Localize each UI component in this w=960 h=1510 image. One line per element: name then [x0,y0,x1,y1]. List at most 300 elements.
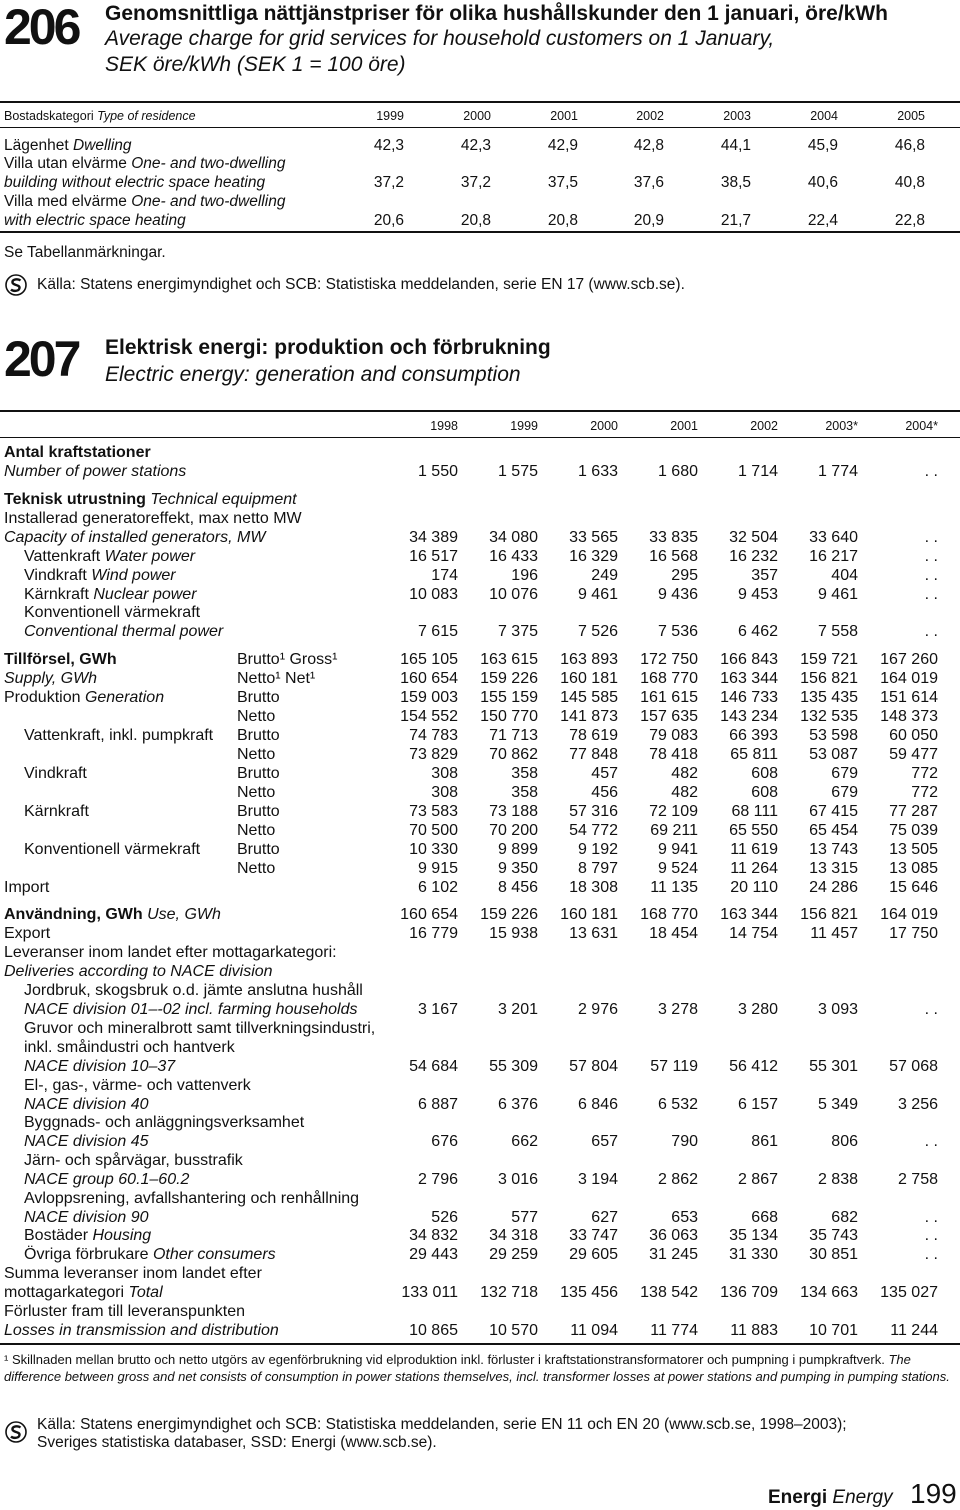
cell-value: 134 663 [800,1284,858,1301]
cell-value: 196 [511,567,538,584]
cell-value: 57 068 [889,1058,938,1075]
label-part: Conventional thermal power [24,623,224,640]
cell-value: 59 477 [889,746,938,763]
gross-net-label: Netto¹ Net¹ [237,670,316,687]
cell-value: 18 454 [649,925,698,942]
label-part: Förluster fram till leveranspunkten [4,1303,245,1320]
cell-value: 166 843 [720,651,778,668]
cell-value: 79 083 [649,727,698,744]
label-part: NACE division 40 [24,1096,149,1113]
gross-net-label: Brutto [237,803,280,820]
cell-value: 31 245 [649,1246,698,1263]
cell-value: 357 [751,567,778,584]
cell-value: 577 [511,1209,538,1226]
cell-value: 22,8 [894,212,925,229]
label-en: Dwelling [72,137,132,154]
source-icon [5,1421,27,1443]
cell-value: 29 259 [489,1246,538,1263]
label-part: Vindkraft [24,765,87,782]
cell-value: 10 076 [489,586,538,603]
cell-value: 456 [591,784,618,801]
year-header: 2004* [905,419,938,433]
cell-value: 16 433 [489,548,538,565]
row-label [4,174,265,192]
cell-value: 57 316 [569,803,618,820]
cell-value: 65 811 [730,746,778,763]
cell-value: 9 350 [497,860,538,877]
row-label [4,906,221,924]
row-label [24,548,195,566]
table-207-source-line-2: Sveriges statistiska databaser, SSD: Energi (www.scb.se). [37,1434,437,1451]
cell-value: 74 783 [409,727,458,744]
cell-value: 73 829 [409,746,458,763]
cell-value: 308 [431,765,458,782]
row-label [4,925,50,943]
label-part: Water power [104,548,196,565]
label-part: Generation [84,689,165,706]
cell-value: 155 159 [480,689,538,706]
cell-value: 772 [911,765,938,782]
table-206-header-rule [0,127,960,128]
cell-value: 3 194 [577,1171,618,1188]
label-en: One- and two-dwelling [131,155,286,172]
cell-value: . . [924,623,938,640]
label-part: Vindkraft [24,567,92,584]
cell-value: 75 039 [889,822,938,839]
row-label [4,651,117,669]
label-part: Användning, GWh [4,906,148,923]
cell-value: 38,5 [720,174,751,191]
table-206-title: Genomsnittliga nättjänstpriser för olika hushållskunder den 1 januari, öre/kWh [105,2,888,25]
cell-value: 1 774 [817,463,858,480]
cell-value: 9 899 [497,841,538,858]
cell-value: 164 019 [880,670,938,687]
year-header: 2005 [897,109,925,123]
cell-value: 148 373 [880,708,938,725]
label-part: Total [128,1284,163,1301]
gross-net-label: Brutto [237,689,280,706]
table-206-header-label: Bostadskategori Type of residence [4,109,196,123]
cell-value: 34 389 [409,529,458,546]
cell-value: . . [924,567,938,584]
label-part: Wind power [91,567,176,584]
row-label [24,1114,304,1132]
source-icon [5,274,27,296]
cell-value: 2 862 [657,1171,698,1188]
cell-value: 772 [911,784,938,801]
cell-value: 42,3 [373,137,404,154]
cell-value: 154 552 [400,708,458,725]
row-label [24,1152,243,1170]
cell-value: 42,9 [547,137,578,154]
cell-value: 135 435 [800,689,858,706]
label-part: Leveranser inom landet efter mottagarkategori: [4,944,337,961]
cell-value: . . [924,1209,938,1226]
year-header: 1999 [376,109,404,123]
cell-value: 70 862 [489,746,538,763]
cell-value: 136 709 [720,1284,778,1301]
cell-value: 135 027 [880,1284,938,1301]
cell-value: 66 393 [729,727,778,744]
cell-value: 157 635 [640,708,698,725]
cell-value: 679 [831,765,858,782]
row-label [4,1303,245,1321]
row-label [4,1322,279,1340]
cell-value: 2 976 [577,1001,618,1018]
label-sv: Villa utan elvärme [4,155,127,172]
label-part: Technical equipment [150,491,297,508]
cell-value: 172 750 [640,651,698,668]
cell-value: 40,6 [807,174,838,191]
cell-value: 653 [671,1209,698,1226]
cell-value: 11 883 [730,1322,778,1339]
label-part: Supply, GWh [4,670,98,687]
row-label [4,944,337,962]
row-label [24,1246,276,1264]
cell-value: 6 532 [657,1096,698,1113]
cell-value: 9 461 [817,586,858,603]
gross-net-label: Netto [237,746,276,763]
row-label [4,1284,163,1302]
cell-value: 30 851 [809,1246,858,1263]
cell-value: 20,6 [373,212,404,229]
cell-value: 9 941 [657,841,698,858]
label-part: inkl. småindustri och hantverk [24,1039,235,1056]
year-header: 2002 [636,109,664,123]
cell-value: 806 [831,1133,858,1150]
row-label [24,1039,235,1057]
row-label [4,963,273,981]
row-label [24,567,176,585]
cell-value: 11 135 [650,879,698,896]
cell-value: 160 654 [400,670,458,687]
cell-value: 295 [671,567,698,584]
label-part: Vattenkraft [24,548,105,565]
year-header: 2001 [670,419,698,433]
label-part: NACE division 90 [24,1209,149,1226]
cell-value: 16 517 [409,548,458,565]
cell-value: 77 848 [569,746,618,763]
row-label [24,1133,149,1151]
cell-value: 68 111 [731,803,778,820]
cell-value: 3 201 [497,1001,538,1018]
cell-value: 17 750 [889,925,938,942]
table-206-subtitle-2: SEK öre/kWh (SEK 1 = 100 öre) [105,53,406,76]
cell-value: 70 200 [489,822,538,839]
table-206-source: Källa: Statens energimyndighet och SCB: Statistiska meddelanden, serie EN 17 (www.scb.se). [37,276,685,293]
cell-value: 37,2 [373,174,404,191]
gross-net-label: Netto [237,708,276,725]
label-part: Housing [92,1227,152,1244]
row-label [4,689,164,707]
row-label [4,491,297,509]
cell-value: . . [924,1001,938,1018]
cell-value: 10 083 [409,586,458,603]
cell-value: 790 [671,1133,698,1150]
cell-value: 168 770 [640,670,698,687]
cell-value: 9 461 [577,586,618,603]
cell-value: 132 535 [800,708,858,725]
cell-value: . . [924,548,938,565]
cell-value: 13 505 [889,841,938,858]
row-label [24,1077,251,1095]
cell-value: 3 093 [817,1001,858,1018]
label-part: Capacity of installed generators, MW [4,529,266,546]
cell-value: 20,8 [460,212,491,229]
year-header: 2002 [750,419,778,433]
cell-value: 33 565 [569,529,618,546]
cell-value: 165 105 [400,651,458,668]
row-label [4,444,151,462]
page-footer-section: Energi Energy [768,1487,893,1508]
cell-value: 682 [831,1209,858,1226]
label-part: Kärnkraft [24,586,94,603]
cell-value: 3 167 [417,1001,458,1018]
cell-value: 16 568 [649,548,698,565]
cell-value: 151 614 [880,689,938,706]
cell-value: 18 308 [569,879,618,896]
row-label [24,604,200,622]
table-206-bottom-rule [0,231,960,233]
row-label [24,1096,149,1114]
cell-value: 6 102 [417,879,458,896]
cell-value: 78 619 [569,727,618,744]
table-207-header-rule [0,437,960,438]
cell-value: 1 633 [577,463,618,480]
cell-value: 5 349 [817,1096,858,1113]
cell-value: 358 [511,784,538,801]
label-part: Konventionell värmekraft [24,604,201,621]
gross-net-label: Brutto¹ Gross¹ [237,651,338,668]
year-header: 1999 [510,419,538,433]
label-part: Number of power stations [4,463,187,480]
cell-value: 3 016 [497,1171,538,1188]
cell-value: 608 [751,784,778,801]
label-part: Export [4,925,51,942]
row-label [24,803,89,821]
label-part: Other consumers [152,1246,276,1263]
cell-value: 133 011 [401,1284,458,1301]
label-part: mottagarkategori [4,1284,129,1301]
cell-value: 482 [671,765,698,782]
cell-value: 78 418 [649,746,698,763]
table-207-top-rule [0,410,960,412]
cell-value: 55 309 [489,1058,538,1075]
label-part: Import [4,879,50,896]
cell-value: 46,8 [894,137,925,154]
gross-net-label: Brutto [237,765,280,782]
row-label [4,879,49,897]
label-part: Järn- och spårvägar, busstrafik [24,1152,243,1169]
cell-value: 627 [591,1209,618,1226]
cell-value: 8 456 [497,879,538,896]
label-part: Produktion [4,689,85,706]
cell-value: 150 770 [480,708,538,725]
label-en: building without electric space heating [4,174,266,191]
cell-value: 404 [831,567,858,584]
cell-value: 45,9 [807,137,838,154]
cell-value: 16 232 [729,548,778,565]
cell-value: 13 085 [889,860,938,877]
cell-value: 44,1 [720,137,751,154]
cell-value: 163 344 [720,670,778,687]
cell-value: 249 [591,567,618,584]
cell-value: 358 [511,765,538,782]
page-number: 199 [910,1478,957,1509]
label-part: Installerad generatoreffekt, max netto MW [4,510,302,527]
cell-value: 35 743 [809,1227,858,1244]
cell-value: 35 134 [729,1227,778,1244]
cell-value: 1 575 [497,463,538,480]
table-206-top-rule [0,101,960,103]
row-label [24,1171,189,1189]
cell-value: 13 315 [809,860,858,877]
cell-value: 657 [591,1133,618,1150]
gross-net-label: Netto [237,860,276,877]
cell-value: 20,9 [633,212,664,229]
label-part: Bostäder [24,1227,93,1244]
cell-value: 6 462 [737,623,778,640]
cell-value: 9 436 [657,586,698,603]
table-207-source-line-1: Källa: Statens energimyndighet och SCB: Statistiska meddelanden, serie EN 11 och EN 20 (www.scb.se, 1998–2003); [37,1416,847,1433]
cell-value: 77 287 [889,803,938,820]
cell-value: 156 821 [800,906,858,923]
cell-value: 65 550 [729,822,778,839]
cell-value: 60 050 [889,727,938,744]
cell-value: 11 774 [650,1322,698,1339]
cell-value: . . [924,1246,938,1263]
gross-net-label: Netto [237,822,276,839]
cell-value: 67 415 [809,803,858,820]
label-part: Konventionell värmekraft [24,841,201,858]
cell-value: 861 [751,1133,778,1150]
cell-value: 6 376 [497,1096,538,1113]
cell-value: 1 550 [417,463,458,480]
row-label [24,1227,151,1245]
cell-value: 33 835 [649,529,698,546]
label-part: Summa leveranser inom landet efter [4,1265,262,1282]
cell-value: 65 454 [809,822,858,839]
cell-value: 160 654 [400,906,458,923]
row-label [4,1265,262,1283]
label-part: Övriga förbrukare [24,1246,153,1263]
cell-value: 6 887 [417,1096,458,1113]
cell-value: 9 524 [657,860,698,877]
label-part: Antal kraftstationer [4,444,151,461]
cell-value: 24 286 [809,879,858,896]
table-207-number: 207 [4,331,79,387]
table-207-bottom-rule [0,1343,960,1345]
row-label [24,586,197,604]
label-part: Byggnads- och anläggningsverksamhet [24,1114,305,1131]
label-part: Vattenkraft, inkl. pumpkraft [24,727,214,744]
row-label [24,1058,175,1076]
cell-value: 174 [431,567,458,584]
label-sv: Villa med elvärme [4,193,127,210]
cell-value: 10 701 [809,1322,858,1339]
row-label [4,193,285,211]
cell-value: 308 [431,784,458,801]
year-header: 2000 [463,109,491,123]
cell-value: 16 779 [409,925,458,942]
cell-value: 9 192 [577,841,618,858]
label-part: El-, gas-, värme- och vattenverk [24,1077,251,1094]
cell-value: 163 893 [560,651,618,668]
cell-value: 70 500 [409,822,458,839]
cell-value: 57 804 [569,1058,618,1075]
row-label [4,529,265,547]
cell-value: 145 585 [560,689,618,706]
cell-value: 29 605 [569,1246,618,1263]
cell-value: 11 244 [890,1322,938,1339]
label-part: Losses in transmission and distribution [4,1322,279,1339]
cell-value: . . [924,529,938,546]
row-label [24,765,87,783]
cell-value: 143 234 [720,708,778,725]
gross-net-label: Brutto [237,727,280,744]
cell-value: 33 747 [569,1227,618,1244]
cell-value: 13 631 [569,925,618,942]
cell-value: 159 721 [800,651,858,668]
gross-net-label: Brutto [237,841,280,858]
label-part: Deliveries according to NACE division [4,963,273,980]
cell-value: . . [924,463,938,480]
cell-value: 34 318 [489,1227,538,1244]
cell-value: 9 915 [417,860,458,877]
row-label [4,510,302,528]
cell-value: 526 [431,1209,458,1226]
cell-value: . . [924,586,938,603]
label-en: One- and two-dwelling [131,193,286,210]
cell-value: 42,3 [460,137,491,154]
row-label [24,1190,359,1208]
cell-value: 2 796 [417,1171,458,1188]
label-part: Teknisk utrustning [4,491,151,508]
row-label [4,670,97,688]
cell-value: 72 109 [649,803,698,820]
row-label [4,212,186,230]
cell-value: 10 865 [409,1322,458,1339]
cell-value: 73 583 [409,803,458,820]
cell-value: 22,4 [807,212,838,229]
table-206-number: 206 [4,0,79,55]
cell-value: 40,8 [894,174,925,191]
cell-value: 164 019 [880,906,938,923]
cell-value: 7 375 [497,623,538,640]
label-part: Nuclear power [93,586,197,603]
cell-value: . . [924,1133,938,1150]
cell-value: 11 457 [810,925,858,942]
cell-value: 14 754 [729,925,778,942]
cell-value: 163 344 [720,906,778,923]
cell-value: 33 640 [809,529,858,546]
cell-value: 34 832 [409,1227,458,1244]
cell-value: 13 743 [809,841,858,858]
cell-value: 9 453 [737,586,778,603]
cell-value: 662 [511,1133,538,1150]
row-label [24,1209,149,1227]
row-label [4,137,132,155]
cell-value: 10 570 [489,1322,538,1339]
cell-value: 6 157 [737,1096,778,1113]
cell-value: 20,8 [547,212,578,229]
cell-value: 156 821 [800,670,858,687]
cell-value: 163 615 [480,651,538,668]
cell-value: 54 684 [409,1058,458,1075]
cell-value: 608 [751,765,778,782]
cell-value: . . [924,1227,938,1244]
table-207-footnote: ¹ Skillnaden mellan brutto och netto utgörs av egenförbrukning vid elproduktion inkl. förluster i kraftstationstransformatorer och pumpning i pumpkraftverk. The difference between gross and net consists of consumption in power stations themselves, incl. transformer losses at power stations and pumping in pumping stations. [4,1352,950,1384]
